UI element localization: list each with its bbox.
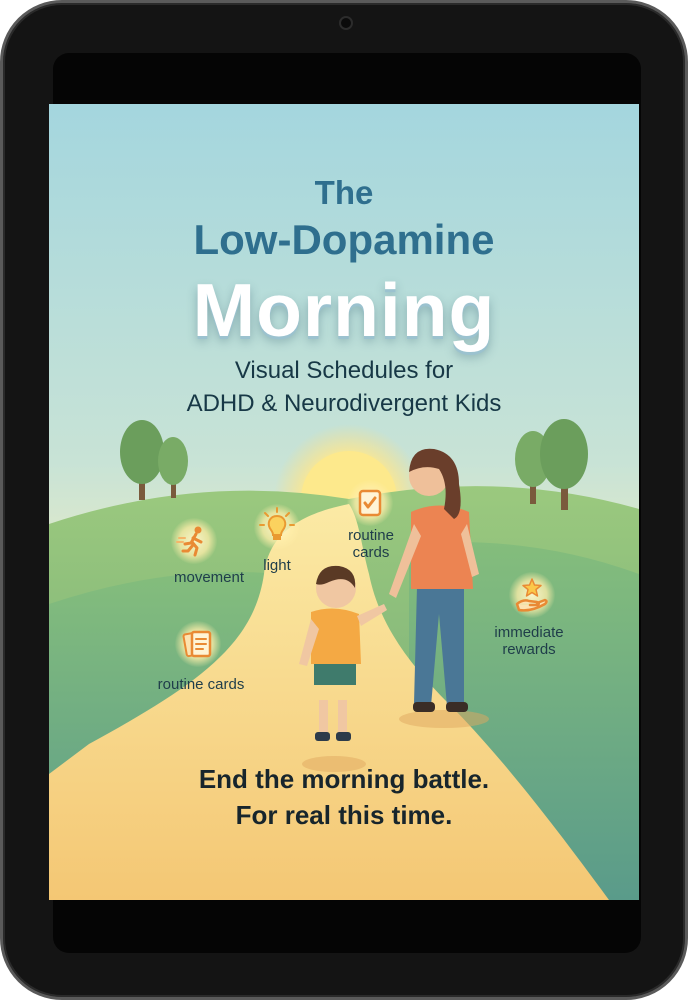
book-cover — [49, 104, 639, 900]
running-person-icon — [171, 518, 217, 564]
label-light: light — [263, 557, 291, 574]
label-routine-cards-top — [331, 527, 411, 561]
label-immediate-rewards-text: immediate rewards — [494, 624, 564, 658]
star-in-hand-icon — [509, 572, 555, 618]
title-the: The — [314, 174, 374, 211]
tagline-line-1: End the morning battle. — [198, 764, 490, 794]
label-routine-cards-bottom: routine cards — [157, 676, 245, 693]
title-morning: Morning — [192, 268, 496, 352]
front-camera — [339, 16, 353, 30]
label-immediate-rewards — [479, 624, 579, 658]
checklist-icon — [347, 480, 393, 526]
label-movement: movement — [173, 569, 245, 586]
subtitle-line-2: ADHD & Neurodivergent Kids — [186, 390, 502, 417]
lightbulb-icon — [254, 504, 300, 550]
cards-icon — [175, 621, 221, 667]
title-low-dopamine: Low-Dopamine — [193, 216, 495, 263]
subtitle-line-1: Visual Schedules for — [234, 357, 454, 384]
label-routine-cards-top-text: routine cards — [348, 527, 394, 561]
tagline-line-2: For real this time. — [235, 800, 453, 830]
